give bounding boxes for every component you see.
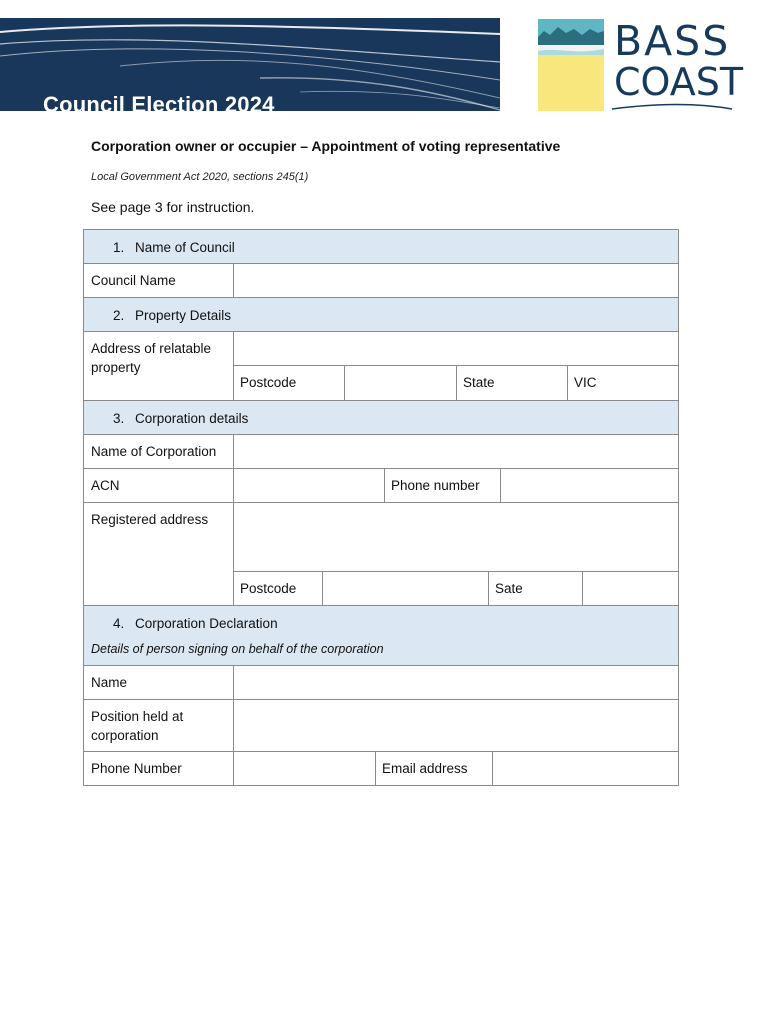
corporation-phone-field[interactable]: [500, 468, 679, 503]
signatory-name-field[interactable]: [233, 665, 679, 700]
state-value: VIC: [574, 375, 597, 390]
appointment-form: [83, 229, 679, 786]
corporation-name-field[interactable]: [233, 434, 679, 469]
postcode-2-label-cell: [233, 571, 323, 606]
signatory-email-field[interactable]: [492, 751, 679, 786]
postcode-label-cell: [233, 365, 345, 401]
section-4-header: [83, 605, 679, 666]
section-3-title: Corporation details: [135, 411, 249, 426]
section-4-subtitle: Details of person signing on behalf of the corporation: [91, 642, 384, 656]
email-label: Email address: [382, 761, 468, 776]
acn-field[interactable]: [233, 468, 385, 503]
state-label-cell: [456, 365, 568, 401]
property-address-field[interactable]: [233, 331, 679, 366]
phone-number-label-cell: [384, 468, 501, 503]
form-heading: Corporation owner or occupier – Appointment of voting representative: [91, 138, 561, 154]
state-label: State: [463, 375, 495, 390]
position-field[interactable]: [233, 699, 679, 752]
phone-number-2-label: Phone Number: [91, 761, 182, 776]
position-label-cell: [83, 699, 234, 752]
section-3-number: 3.: [113, 411, 125, 426]
section-4-number: 4.: [113, 616, 125, 631]
phone-number-label: Phone number: [391, 478, 480, 493]
property-state-field[interactable]: [567, 365, 679, 401]
position-label: Position held at corporation: [91, 709, 184, 743]
registered-postcode-field[interactable]: [322, 571, 489, 606]
state-2-label-cell: [488, 571, 583, 606]
section-3-header: [83, 400, 679, 435]
email-label-cell: [375, 751, 493, 786]
logo-word-bass: BASS: [614, 17, 731, 65]
name-label-cell: [83, 665, 234, 700]
acn-label: ACN: [91, 478, 120, 493]
act-reference: Local Government Act 2020, sections 245(1): [91, 171, 309, 183]
postcode-2-label: Postcode: [240, 581, 297, 596]
signatory-phone-field[interactable]: [233, 751, 376, 786]
logo-mark-icon: [536, 15, 604, 111]
registered-address-label-cell: [83, 502, 234, 606]
logo-swoosh: [608, 101, 736, 113]
logo-word-coast: COAST: [614, 60, 744, 104]
acn-label-cell: [83, 468, 234, 503]
council-name-label: Council Name: [91, 273, 176, 288]
registered-address-label: Registered address: [91, 512, 209, 527]
corporation-name-label-cell: [83, 434, 234, 469]
section-2-number: 2.: [113, 308, 125, 323]
corporation-name-label: Name of Corporation: [91, 444, 217, 459]
banner-title: Council Election 2024: [43, 92, 275, 111]
property-postcode-field[interactable]: [344, 365, 457, 401]
section-2-header: [83, 297, 679, 332]
phone-number-2-label-cell: [83, 751, 234, 786]
state-2-label: Sate: [495, 581, 523, 596]
bass-coast-logo: [536, 15, 744, 115]
registered-address-field[interactable]: [233, 502, 679, 572]
registered-state-field[interactable]: [582, 571, 679, 606]
banner: [0, 18, 500, 111]
postcode-label: Postcode: [240, 375, 297, 390]
council-name-field[interactable]: [233, 263, 679, 298]
section-4-title: Corporation Declaration: [135, 616, 278, 631]
instruction-note: See page 3 for instruction.: [91, 199, 255, 215]
section-1-header: [83, 229, 679, 264]
section-1-number: 1.: [113, 240, 125, 255]
section-2-title: Property Details: [135, 308, 232, 323]
section-1-title: Name of Council: [135, 240, 235, 255]
name-label: Name: [91, 675, 128, 690]
property-address-label: Address of relatable property: [91, 341, 212, 375]
property-address-label-cell: [83, 331, 234, 401]
council-name-label-cell: [83, 263, 234, 298]
